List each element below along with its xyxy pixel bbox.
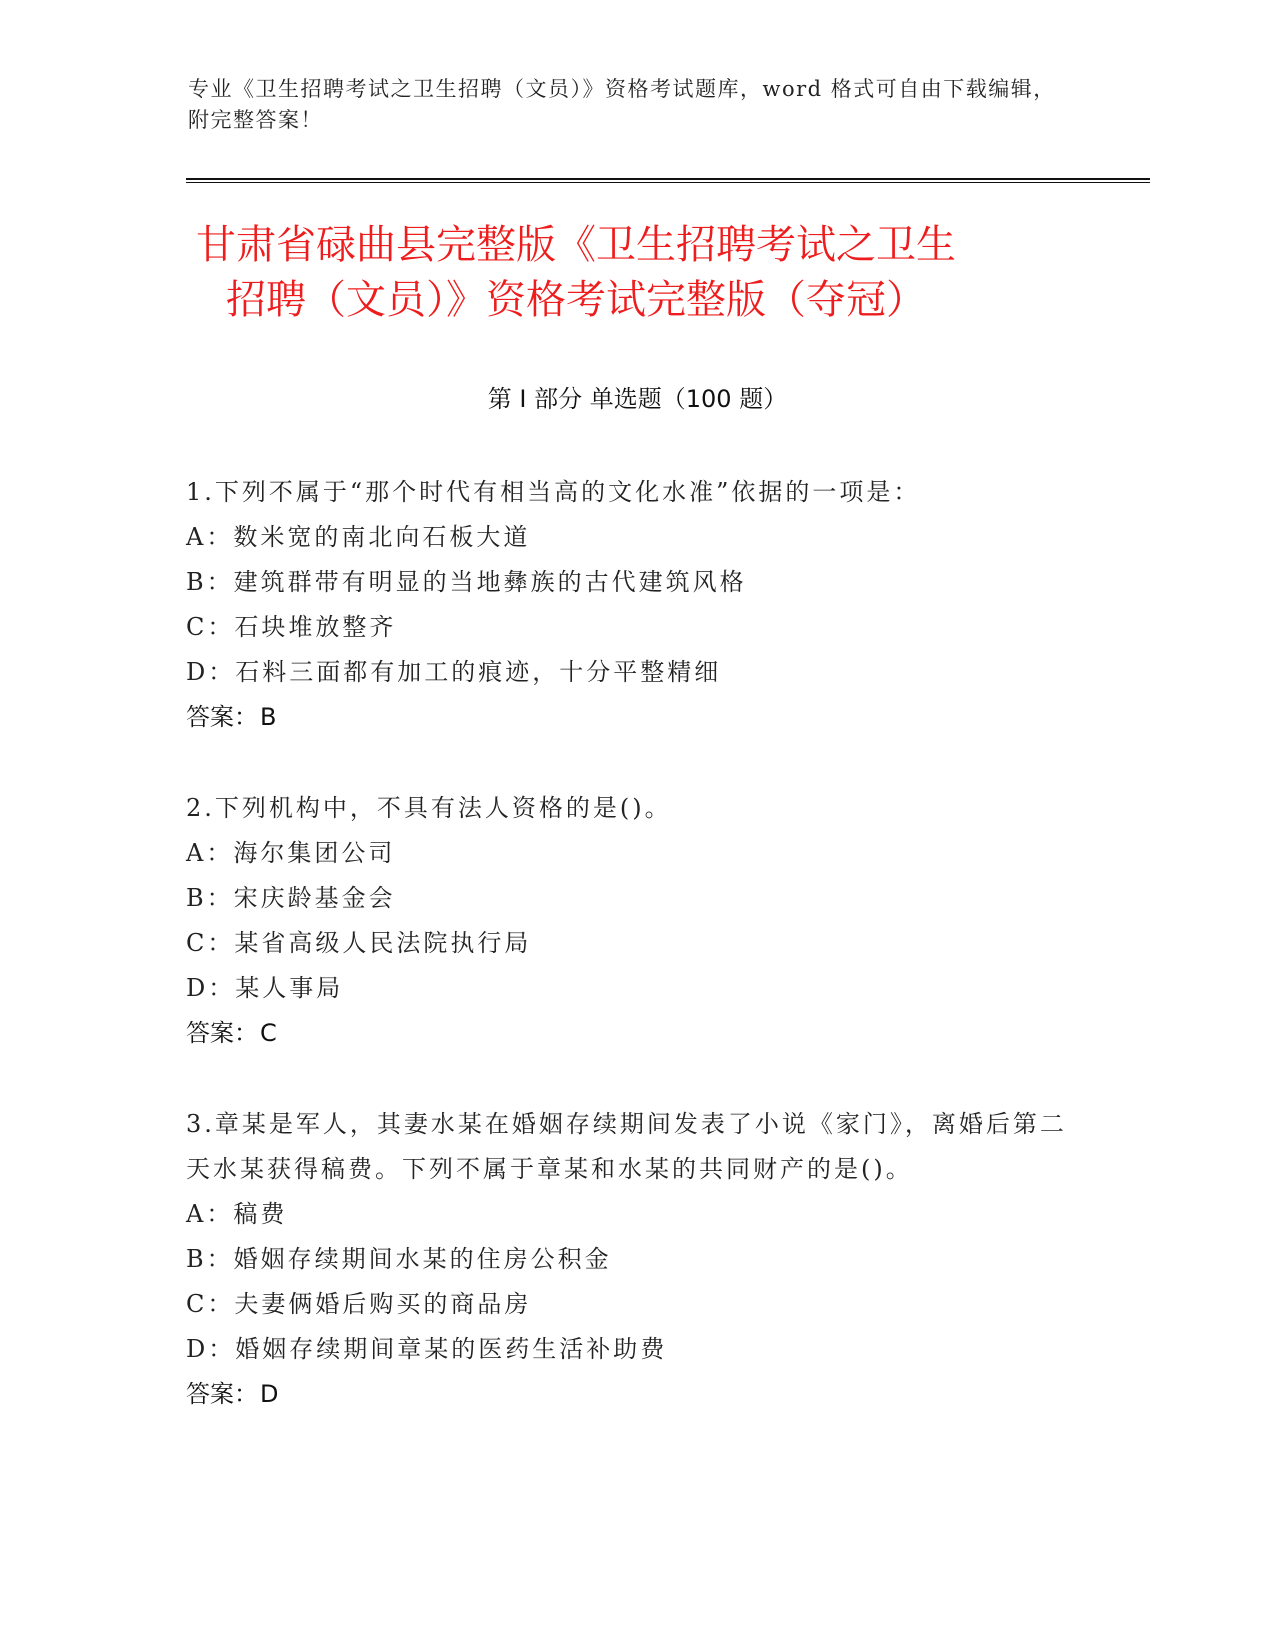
option-c: C：某省高级人民法院执行局 xyxy=(186,929,532,957)
answer-value: D xyxy=(260,1380,279,1408)
question-3 xyxy=(186,1102,1086,1417)
answer-value: C xyxy=(260,1019,277,1047)
option-b: B：建筑群带有明显的当地彝族的古代建筑风格 xyxy=(186,568,747,596)
option-a: A：海尔集团公司 xyxy=(186,839,396,867)
answer-label: 答案： xyxy=(186,703,258,731)
question-2 xyxy=(186,786,1086,1056)
answer-line xyxy=(186,1011,1086,1056)
answer-line xyxy=(186,1372,1086,1417)
answer-label: 答案： xyxy=(186,1380,258,1408)
option-d: D：石料三面都有加工的痕迹，十分平整精细 xyxy=(186,658,722,686)
header-note: 专业《卫生招聘考试之卫生招聘（文员）》资格考试题库，word 格式可自由下载编辑，附完整答案！ xyxy=(188,77,1056,132)
option-d: D：某人事局 xyxy=(186,974,344,1002)
question-stem: 2.下列机构中，不具有法人资格的是()。 xyxy=(186,794,672,822)
answer-value: B xyxy=(260,703,277,731)
document-title xyxy=(196,218,1096,328)
section-title: 第 I 部分 单选题（100 题） xyxy=(487,385,788,413)
option-c: C：夫妻俩婚后购买的商品房 xyxy=(186,1290,532,1318)
option-d: D：婚姻存续期间章某的医药生活补助费 xyxy=(186,1335,668,1363)
answer-line xyxy=(186,695,1086,740)
option-c: C：石块堆放整齐 xyxy=(186,613,397,641)
option-b: B：宋庆龄基金会 xyxy=(186,884,396,912)
question-stem: 3.章某是军人，其妻水某在婚姻存续期间发表了小说《家门》，离婚后第二天水某获得稿费。下列不属于章某和水某的共同财产的是()。 xyxy=(186,1110,1067,1183)
question-list xyxy=(186,470,1086,1463)
document-title-line2: 招聘（文员）》资格考试完整版（夺冠） xyxy=(226,277,926,323)
document-title-line1: 甘肃省碌曲县完整版《卫生招聘考试之卫生 xyxy=(196,222,956,268)
question-1 xyxy=(186,470,1086,740)
option-a: A：稿费 xyxy=(186,1200,288,1228)
question-stem: 1.下列不属于“那个时代有相当高的文化水准”依据的一项是： xyxy=(186,478,921,506)
option-a: A：数米宽的南北向石板大道 xyxy=(186,523,531,551)
answer-label: 答案： xyxy=(186,1019,258,1047)
option-b: B：婚姻存续期间水某的住房公积金 xyxy=(186,1245,612,1273)
header-divider xyxy=(186,178,1150,183)
